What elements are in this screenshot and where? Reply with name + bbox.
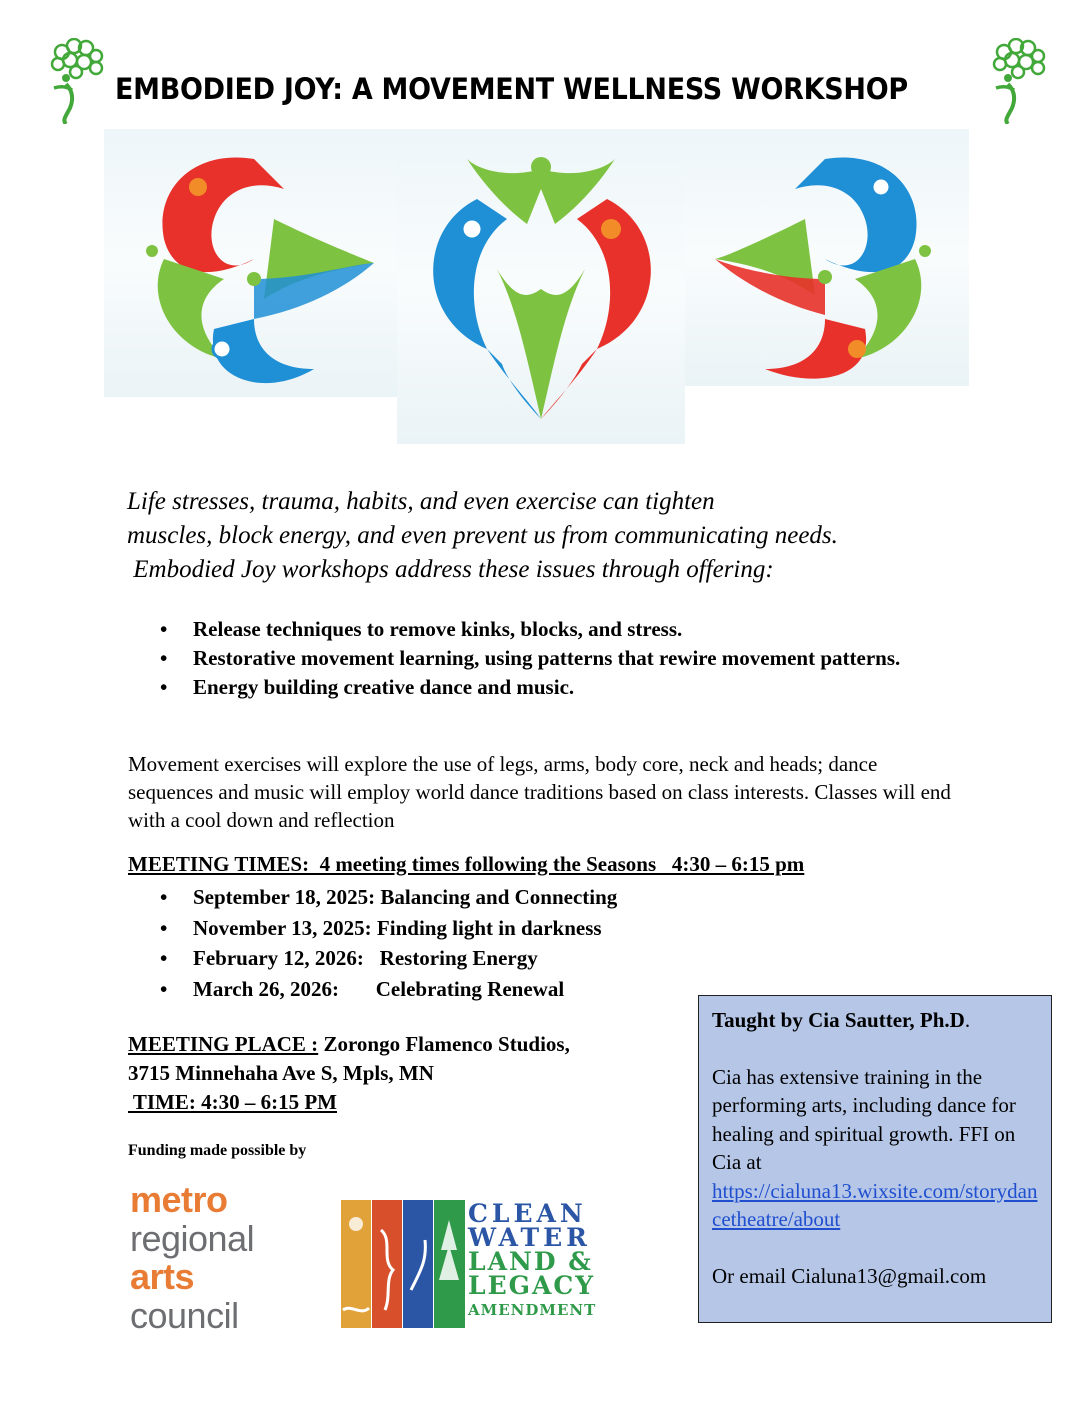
dancers-circle-left-image bbox=[104, 129, 398, 397]
intro-line: muscles, block energy, and even prevent us from communicating needs. bbox=[127, 522, 838, 549]
intro-line: Embodied Joy workshops address these issues through offering: bbox=[127, 556, 774, 583]
offering-text: Restorative movement learning, using patterns that rewire movement patterns. bbox=[193, 646, 901, 670]
bullet-icon: • bbox=[160, 976, 168, 1001]
logo-word: arts bbox=[130, 1256, 195, 1297]
tree-dancer-icon bbox=[990, 38, 1052, 124]
dancers-heart-center-image bbox=[397, 129, 685, 444]
logo-word: metro bbox=[130, 1179, 228, 1220]
list-item bbox=[160, 673, 980, 702]
session-date: November 13, 2025: bbox=[193, 915, 372, 940]
funding-label: Funding made possible by bbox=[128, 1142, 307, 1159]
meeting-place bbox=[128, 1030, 570, 1117]
tree-dancer-icon bbox=[48, 38, 110, 124]
logo-word: regional bbox=[130, 1217, 255, 1259]
instructor-heading-end: . bbox=[964, 1008, 971, 1032]
instructor-link[interactable]: https://cialuna13.wixsite.com/storydancetheatre/about bbox=[712, 1178, 1038, 1231]
intro-line: Life stresses, trauma, habits, and even exercise can tighten bbox=[127, 488, 715, 515]
venue-address: 3715 Minnehaha Ave S, Mpls, MN bbox=[128, 1061, 434, 1085]
description-text: Movement exercises will explore the use of legs, arms, body core, neck and heads; dance sequences and music will employ world dance traditions based on class interests. Classes will end with a cool down and reflection bbox=[128, 752, 951, 832]
instructor-email: Or email Cialuna13@gmail.com bbox=[712, 1263, 987, 1288]
intro-text bbox=[127, 485, 1007, 587]
bullet-icon: • bbox=[160, 946, 168, 970]
offering-text: Release techniques to remove kinks, blocks, and stress. bbox=[193, 617, 683, 641]
session-date: March 26, 2026: bbox=[193, 976, 340, 1001]
bullet-icon: • bbox=[160, 675, 168, 699]
list-item bbox=[160, 943, 617, 974]
venue-name: Zorongo Flamenco Studios, bbox=[318, 1032, 570, 1056]
meeting-times-heading: MEETING TIMES: 4 meeting times following the Seasons 4:30 – 6:15 pm bbox=[128, 852, 805, 876]
logo-word: LAND & bbox=[468, 1247, 593, 1276]
meeting-place-label: MEETING PLACE : bbox=[128, 1032, 319, 1056]
session-theme: Celebrating Renewal bbox=[375, 976, 565, 1001]
sessions-list bbox=[160, 882, 617, 1004]
meeting-time: TIME: 4:30 – 6:15 PM bbox=[128, 1090, 338, 1114]
offerings-list bbox=[160, 615, 980, 702]
instructor-name: Taught by Cia Sautter, Ph.D bbox=[712, 1008, 965, 1032]
list-item bbox=[160, 974, 617, 1005]
logo-word: CLEAN bbox=[468, 1199, 587, 1228]
logo-word: LEGACY bbox=[468, 1271, 596, 1300]
bullet-icon: • bbox=[160, 617, 168, 641]
logo-word: WATER bbox=[468, 1223, 591, 1252]
list-item bbox=[160, 615, 980, 644]
session-theme: Balancing and Connecting bbox=[380, 885, 618, 909]
session-theme: Finding light in darkness bbox=[376, 915, 602, 940]
session-theme: Restoring Energy bbox=[379, 946, 538, 970]
legacy-amendment-logo bbox=[468, 1199, 597, 1322]
list-item bbox=[160, 882, 617, 913]
bullet-icon: • bbox=[160, 915, 168, 940]
dancers-circle-right-image bbox=[685, 129, 969, 386]
logo-word: council bbox=[130, 1294, 239, 1336]
instructor-heading bbox=[712, 1006, 1039, 1035]
bullet-icon: • bbox=[160, 646, 168, 670]
list-item bbox=[160, 913, 617, 944]
instructor-bio bbox=[712, 1063, 1039, 1177]
session-date: February 12, 2026: bbox=[193, 946, 364, 970]
list-item bbox=[160, 644, 953, 673]
logo-word: AMENDMENT bbox=[468, 1301, 597, 1319]
bullet-icon: • bbox=[160, 885, 168, 909]
bio-text: Cia has extensive training in the performing arts, including dance for healing and spiritual growth. FFI on Cia at bbox=[712, 1064, 1016, 1174]
instructor-box bbox=[698, 995, 1052, 1323]
session-date: September 18, 2025: bbox=[193, 885, 376, 909]
page-title: EMBODIED JOY: A MOVEMENT WELLNESS WORKSHOP bbox=[115, 72, 908, 106]
offering-text: Energy building creative dance and music. bbox=[193, 675, 575, 699]
metro-regional-arts-council-logo bbox=[130, 1181, 254, 1335]
legacy-amendment-art-icon bbox=[341, 1200, 465, 1328]
